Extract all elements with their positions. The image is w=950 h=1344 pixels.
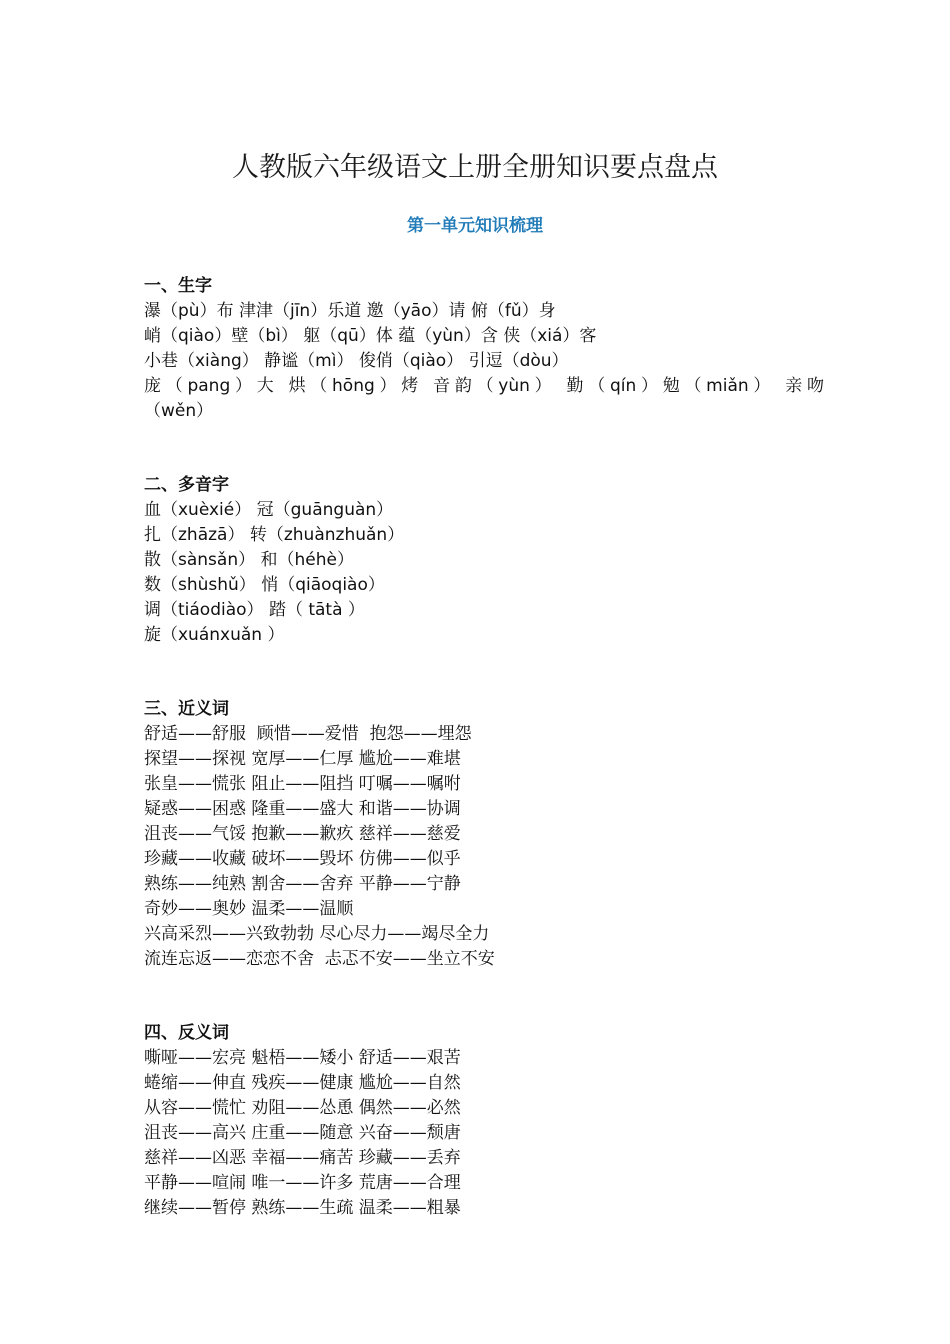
text-line: 血（xuèxié） 冠（guānguàn） (144, 500, 394, 520)
section-shengzi (144, 274, 824, 424)
text-line: 奇妙——奥妙 温柔——温顺 (144, 899, 354, 919)
text-line: 蜷缩——伸直 残疾——健康 尴尬——自然 (144, 1073, 461, 1093)
text-line: 嘶哑——宏亮 魁梧——矮小 舒适——艰苦 (144, 1048, 461, 1068)
text-line: 峭（qiào）壁（bì） 躯（qū）体 蕴（yùn）含 侠（xiá）客 (144, 326, 597, 346)
text-line: 小巷（xiàng） 静谧（mì） 俊俏（qiào） 引逗（dòu） (144, 351, 569, 371)
text-line: 沮丧——气馁 抱歉——歉疚 慈祥——慈爱 (144, 824, 461, 844)
unit-title: 第一单元知识梳理 (407, 216, 543, 237)
text-line: 平静——喧闹 唯一——许多 荒唐——合理 (144, 1173, 461, 1193)
text-line: 继续——暂停 熟练——生疏 温柔——粗暴 (144, 1198, 461, 1218)
section-heading: 四、反义词 (144, 1023, 229, 1043)
document-title: 人教版六年级语文上册全册知识要点盘点 (232, 152, 718, 184)
text-line: 舒适——舒服 顾惜——爱惜 抱怨——埋怨 (144, 724, 472, 744)
section-jinyici (144, 697, 824, 972)
text-line: 探望——探视 宽厚——仁厚 尴尬——难堪 (144, 749, 461, 769)
section-duoyinzi (144, 473, 824, 648)
text-line: （wěn） (144, 401, 214, 421)
section-heading: 一、生字 (144, 276, 212, 296)
text-line: 沮丧——高兴 庄重——随意 兴奋——颓唐 (144, 1123, 461, 1143)
text-line: 从容——慌忙 劝阻——怂恿 偶然——必然 (144, 1098, 461, 1118)
text-line: 散（sànsǎn） 和（héhè） (144, 550, 354, 570)
text-line: 旋（xuánxuǎn ） (144, 625, 285, 645)
section-heading: 三、近义词 (144, 699, 229, 719)
text-line: 流连忘返——恋恋不舍 忐忑不安——坐立不安 (144, 949, 495, 969)
text-line: 珍藏——收藏 破坏——毁坏 仿佛——似乎 (144, 849, 461, 869)
text-line: 疑惑——困惑 隆重——盛大 和谐——协调 (144, 799, 461, 819)
text-line: 数（shùshǔ） 悄（qiāoqiào） (144, 575, 385, 595)
text-line: 慈祥——凶恶 幸福——痛苦 珍藏——丢弃 (144, 1148, 461, 1168)
section-heading: 二、多音字 (144, 475, 229, 495)
text-line: 调（tiáodiào） 踏（ tātà ） (144, 600, 365, 620)
text-line: 熟练——纯熟 割舍——舍弃 平静——宁静 (144, 874, 461, 894)
text-line: 兴高采烈——兴致勃勃 尽心尽力——竭尽全力 (144, 924, 490, 944)
text-line: 扎（zhāzā） 转（zhuànzhuǎn） (144, 525, 405, 545)
text-line: 瀑（pù）布 津津（jīn）乐道 邀（yāo）请 俯（fǔ）身 (144, 301, 556, 321)
text-line: 庞（pang）大 烘（hōng）烤 音韵（yùn） 勤（qín）勉（miǎn） 亲吻 (144, 376, 824, 396)
text-line: 张皇——慌张 阻止——阻挡 叮嘱——嘱咐 (144, 774, 461, 794)
section-fanyici (144, 1021, 824, 1221)
